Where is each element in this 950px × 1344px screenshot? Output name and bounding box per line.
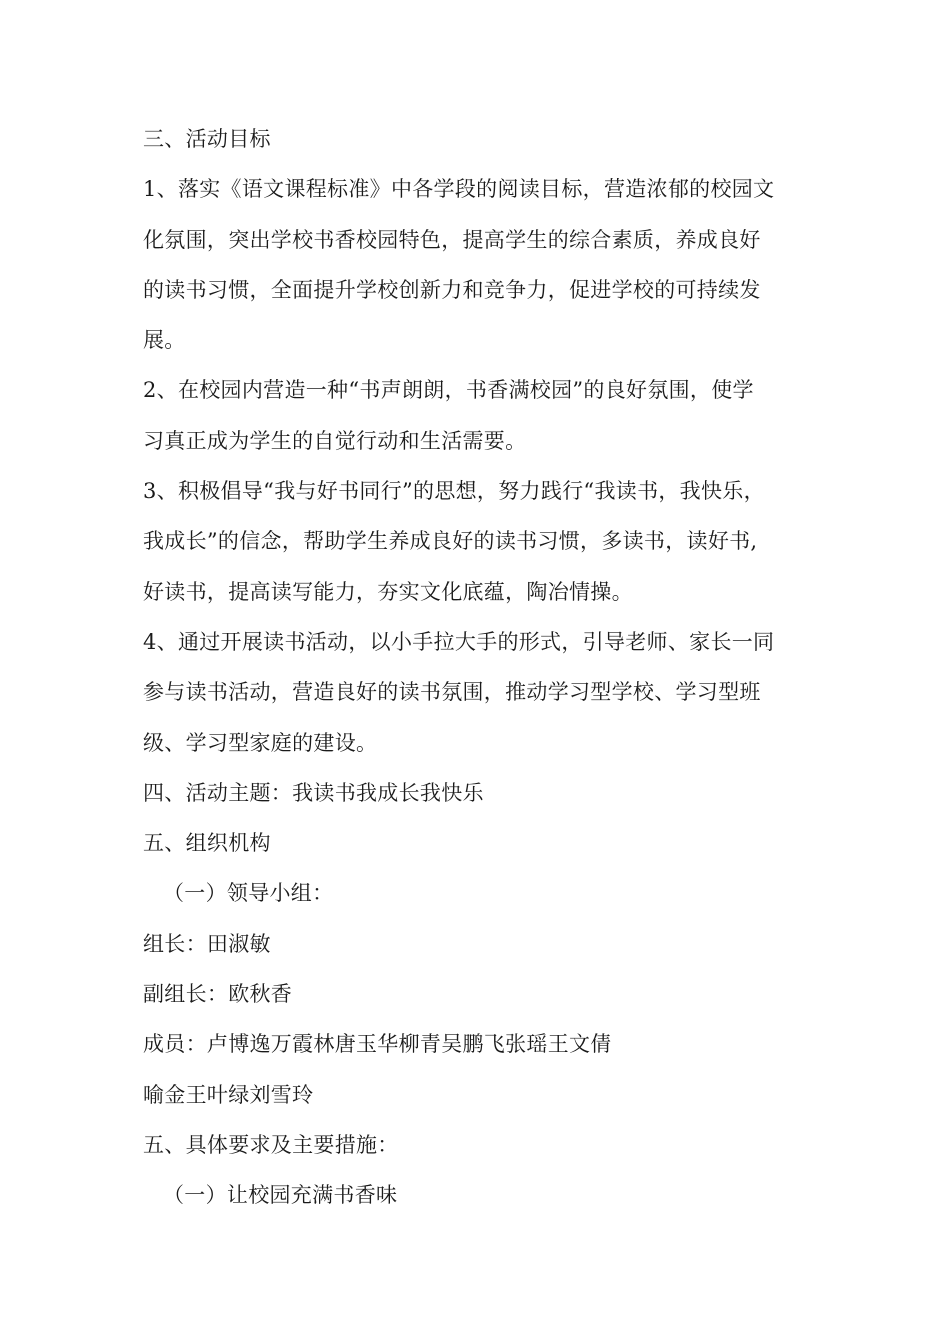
members-line-continued: 喻金王叶绿刘雪玲 xyxy=(143,1082,314,1107)
section-heading-requirements: 五、具体要求及主要措施： xyxy=(143,1132,399,1157)
section-heading-goals: 三、活动目标 xyxy=(143,127,271,151)
deputy-leader-line: 副组长：欧秋香 xyxy=(143,982,293,1007)
paragraph-line: 习真正成为学生的自觉行动和生活需要。 xyxy=(143,428,527,453)
subsection-heading-campus: （一）让校园充满书香味 xyxy=(163,1183,398,1208)
document-body xyxy=(143,114,823,1221)
paragraph-line: 展。 xyxy=(143,328,186,353)
paragraph-line: 参与读书活动，营造良好的读书氛围，推动学习型学校、学习型班 xyxy=(143,680,761,705)
paragraph-line: 的读书习惯，全面提升学校创新力和竞争力，促进学校的可持续发 xyxy=(143,277,761,302)
paragraph-line: 3、积极倡导“我与好书同行”的思想，努力践行“我读书，我快乐， xyxy=(143,479,765,504)
paragraph-line: 4、通过开展读书活动，以小手拉大手的形式，引导老师、家长一同 xyxy=(143,629,775,654)
paragraph-line: 我成长”的信念，帮助学生养成良好的读书习惯，多读书，读好书, xyxy=(143,529,758,554)
paragraph-line: 1、落实《语文课程标准》中各学段的阅读目标，营造浓郁的校园文 xyxy=(143,177,775,202)
leader-line: 组长：田淑敏 xyxy=(143,931,271,956)
paragraph-line: 2、在校园内营造一种“书声朗朗，书香满校园”的良好氛围，使学 xyxy=(143,378,754,403)
members-line: 成员：卢博逸万霞林唐玉华柳青吴鹏飞张瑶王文倩 xyxy=(143,1032,612,1057)
paragraph-line: 化氛围，突出学校书香校园特色，提高学生的综合素质，养成良好 xyxy=(143,227,761,252)
section-heading-organization: 五、组织机构 xyxy=(143,831,271,856)
section-heading-theme: 四、活动主题：我读书我成长我快乐 xyxy=(143,780,484,805)
paragraph-line: 级、学习型家庭的建设。 xyxy=(143,730,378,755)
paragraph-line: 好读书，提高读写能力，夯实文化底蕴，陶冶情操。 xyxy=(143,579,633,604)
subsection-heading-leadership: （一）领导小组： xyxy=(163,881,334,906)
